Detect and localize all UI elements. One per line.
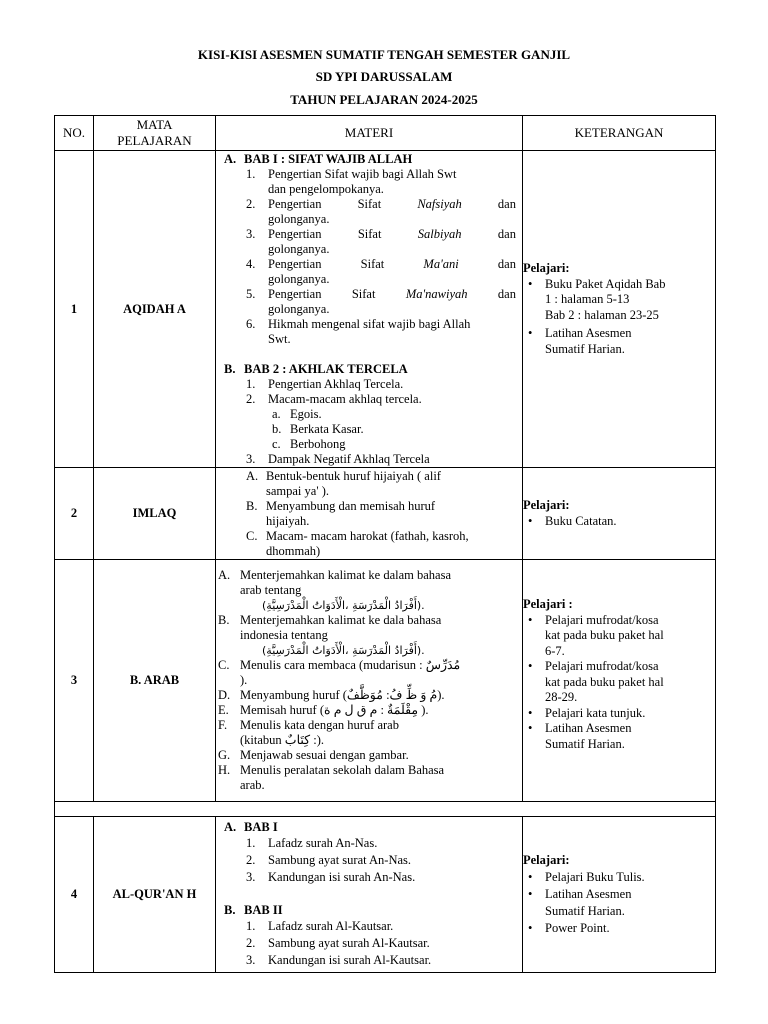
item-text: Dampak Negatif Akhlaq Tercela [268, 451, 430, 466]
bullet-item [523, 721, 715, 752]
keterangan-cell [523, 151, 716, 468]
item-text-line1: Macam- macam harokat (fathah, kasroh, [266, 528, 469, 543]
word: dan [497, 256, 516, 271]
item-number: 4. [246, 256, 256, 271]
bullet-item [523, 706, 715, 722]
section-title: BAB I : SIFAT WAJIB ALLAH [244, 151, 413, 166]
item-text-line2: dan pengelompokanya. [268, 181, 384, 196]
table-row [55, 468, 716, 560]
keterangan-cell [523, 468, 716, 560]
item-text-line1: Memisah huruf (مِقْلَمَةٌ : م ق ل م ة ). [240, 703, 429, 717]
item-text: Pengertian Akhlaq Tercela. [268, 376, 404, 391]
bullet-icon: • [528, 513, 533, 528]
bullet-icon: • [528, 276, 533, 291]
subject-name: AQIDAH A [94, 151, 216, 468]
list-item [216, 718, 522, 748]
item-text-line2: arab. [240, 778, 265, 792]
bullet-icon: • [528, 887, 533, 901]
word: Sifat [357, 226, 382, 241]
keterangan-label: Pelajari : [523, 597, 573, 611]
arabic-text: (أَفْرَادُ الْمَدْرَسَةِ ،الْأَدَوَاتُ الْمَدْرَسِيَّةِ). [262, 599, 425, 612]
bullet-item [523, 613, 715, 660]
list-item [216, 852, 522, 869]
header-mata-pelajaran [94, 116, 216, 151]
item-text-line1: Menterjemahkan kalimat ke dala bahasa [240, 613, 442, 627]
item-text-line2: indonesia tentang [240, 628, 328, 642]
item-text-line2: (kitabun كِتَابٌ :). [240, 733, 324, 747]
header-keterangan: KETERANGAN [523, 116, 716, 151]
academic-year: TAHUN PELAJARAN 2024-2025 [290, 92, 478, 107]
word: Sifat [351, 286, 376, 301]
list-item [216, 568, 522, 613]
row-number: 2 [55, 468, 94, 560]
section-title: BAB I [244, 820, 278, 834]
section-heading [216, 820, 522, 835]
section-letter: A. [224, 820, 237, 834]
item-text-line2: Swt. [268, 331, 291, 346]
item-number: 6. [246, 316, 256, 331]
row-number: 1 [55, 151, 94, 468]
section-title: BAB II [244, 903, 283, 917]
bullet-item [523, 277, 715, 324]
materi-cell [216, 817, 523, 973]
bullet-text-line2: Sumatif Harian. [545, 341, 625, 356]
row-number: 4 [55, 817, 94, 973]
list-item [216, 392, 522, 407]
item-letter: A. [218, 568, 231, 582]
item-letter: B. [246, 498, 258, 513]
section-heading [216, 152, 522, 167]
bullet-icon: • [528, 921, 533, 935]
word: Sifat [357, 196, 382, 211]
item-letter: C. [218, 658, 230, 672]
list-item [216, 452, 522, 467]
list-item [216, 658, 522, 688]
item-text: Kandungan isi surah An-Nas. [268, 870, 416, 884]
item-text: Macam-macam akhlaq tercela. [268, 391, 422, 406]
item-number: 1. [246, 836, 256, 850]
materi-cell [216, 560, 523, 802]
item-text-line1: Menyambung dan memisah huruf [266, 498, 436, 513]
bullet-icon: • [528, 870, 533, 884]
item-number: 3. [246, 451, 256, 466]
item-number: 3. [246, 870, 256, 884]
word: Pengertian [268, 256, 322, 271]
bullet-text: Power Point. [545, 921, 610, 935]
bullet-text-line3: Bab 2 : halaman 23-25 [545, 307, 659, 322]
item-text: Kandungan isi surah Al-Kautsar. [268, 953, 432, 967]
sub-list-item [216, 407, 522, 422]
kisi-kisi-table [54, 115, 716, 973]
item-number: 2. [246, 936, 256, 950]
row-number: 3 [55, 560, 94, 802]
arabic-text: (أَفْرَادُ الْمَدْرَسَةِ ،الْأَدَوَاتُ الْمَدْرَسِيَّةِ). [262, 644, 425, 657]
item-text-line1: Hikmah mengenal sifat wajib bagi Allah [268, 316, 471, 331]
item-letter: H. [218, 763, 231, 777]
item-text-line2: golonganya. [268, 241, 330, 256]
section-title: BAB 2 : AKHLAK TERCELA [244, 361, 408, 376]
item-text-line1: Menjawab sesuai dengan gambar. [240, 748, 409, 762]
sub-list-item [216, 437, 522, 452]
word: Pengertian [268, 226, 322, 241]
table-row [55, 560, 716, 802]
bullet-text-line1: Latihan Asesmen [545, 887, 632, 901]
list-item [216, 952, 522, 969]
item-letter: a. [272, 406, 281, 421]
item-text-line1: Menyambung huruf (مُ وَ ظِّ فُ: مُوَظَّفٌ). [240, 688, 445, 702]
sub-list-item [216, 422, 522, 437]
table-row [55, 817, 716, 973]
bullet-text-line1: Buku Paket Aqidah Bab [545, 276, 666, 291]
item-text: Lafadz surah An-Nas. [268, 836, 378, 850]
item-text: Berkata Kasar. [290, 421, 364, 436]
item-text: Berbohong [290, 436, 346, 451]
bullet-text-line2: kat pada buku paket hal [545, 674, 664, 689]
item-text-line1 [268, 257, 516, 272]
item-text-line1: Menulis kata dengan huruf arab [240, 718, 399, 732]
list-item [216, 469, 522, 499]
bullet-item [523, 886, 715, 920]
word: dan [497, 226, 516, 241]
table-header-row [55, 116, 716, 151]
item-text-line1: Pengertian Sifat wajib bagi Allah Swt [268, 166, 457, 181]
word: dan [497, 286, 516, 301]
bullet-text-line1: Latihan Asesmen [545, 326, 632, 340]
subject-name: IMLAQ [94, 468, 216, 560]
bullet-item [523, 659, 715, 706]
bullet-text: Buku Catatan. [545, 513, 617, 528]
keterangan-cell [523, 817, 716, 973]
bullet-item [523, 326, 715, 357]
list-item [216, 377, 522, 392]
item-text-line2: ). [240, 673, 248, 687]
word-italic: Nafsiyah [417, 196, 462, 211]
item-text-line1 [268, 287, 516, 302]
word-italic: Ma'ani [423, 256, 459, 271]
subject-name: AL-QUR'AN H [94, 817, 216, 973]
word-italic: Ma'nawiyah [405, 286, 468, 301]
item-number: 3. [246, 953, 256, 967]
item-text-line1: Bentuk-bentuk huruf hijaiyah ( alif [266, 468, 441, 483]
bullet-item [523, 869, 715, 886]
list-item [216, 227, 522, 257]
item-text-line2: golonganya. [268, 271, 330, 286]
header-mapel-line2: PELAJARAN [117, 133, 192, 148]
bullet-text-line3: 28-29. [545, 690, 578, 704]
item-text-line1: Menulis peralatan sekolah dalam Bahasa [240, 763, 445, 777]
bullet-item [523, 920, 715, 937]
item-number: 2. [246, 853, 256, 867]
bullet-icon: • [528, 612, 533, 627]
list-item [216, 613, 522, 658]
item-text-line2: golonganya. [268, 211, 330, 226]
item-text-line2: arab tentang [240, 583, 302, 597]
word: Pengertian [268, 286, 322, 301]
item-letter: D. [218, 688, 231, 702]
materi-cell [216, 151, 523, 468]
table-row [55, 151, 716, 468]
list-item [216, 703, 522, 718]
item-letter: c. [272, 436, 281, 451]
section-letter: A. [224, 151, 237, 166]
item-text-line2: dhommah) [266, 543, 321, 558]
list-item [216, 197, 522, 227]
item-number: 5. [246, 286, 256, 301]
item-number: 2. [246, 196, 256, 211]
item-text: Sambung ayat surat An-Nas. [268, 853, 412, 867]
list-item [216, 869, 522, 886]
item-text-line2: sampai ya' ). [266, 483, 329, 498]
item-text: Egois. [290, 406, 322, 421]
item-text-line2: hijaiyah. [266, 513, 310, 528]
bullet-text: Pelajari Buku Tulis. [545, 870, 645, 884]
item-letter: B. [218, 613, 230, 627]
keterangan-label: Pelajari: [523, 853, 570, 867]
bullet-text-line2: Sumatif Harian. [545, 736, 625, 751]
list-item [216, 835, 522, 852]
list-item [216, 763, 522, 793]
keterangan-label: Pelajari: [523, 498, 570, 512]
keterangan-label: Pelajari: [523, 261, 570, 275]
empty-row [55, 802, 716, 817]
list-item [216, 688, 522, 703]
list-item [216, 167, 522, 197]
item-letter: F. [218, 718, 228, 732]
bullet-text-line1: Pelajari mufrodat/kosa [545, 659, 659, 673]
bullet-text-line1: Latihan Asesmen [545, 721, 632, 735]
list-item [216, 499, 522, 529]
item-letter: G. [218, 748, 231, 762]
word: Pengertian [268, 196, 322, 211]
item-text-line1 [268, 197, 516, 212]
item-letter: E. [218, 703, 229, 717]
item-number: 2. [246, 391, 256, 406]
word: Sifat [360, 256, 385, 271]
bullet-text-line2: Sumatif Harian. [545, 904, 625, 918]
bullet-text-line1: Pelajari mufrodat/kosa [545, 612, 659, 627]
list-item [216, 918, 522, 935]
item-text-line2: golonganya. [268, 301, 330, 316]
header-mapel-line1: MATA [136, 117, 173, 132]
item-number: 1. [246, 919, 256, 933]
item-text-line1 [268, 227, 516, 242]
school-name: SD YPI DARUSSALAM [315, 69, 453, 84]
header-materi: MATERI [216, 116, 523, 151]
bullet-icon: • [528, 659, 533, 673]
bullet-text-line3: 6-7. [545, 643, 565, 658]
item-number: 1. [246, 376, 256, 391]
item-number: 1. [246, 166, 256, 181]
list-item [216, 935, 522, 952]
bullet-text-line2: kat pada buku paket hal [545, 628, 664, 642]
item-text: Sambung ayat surah Al-Kautsar. [268, 936, 430, 950]
bullet-text: Pelajari kata tunjuk. [545, 705, 646, 720]
item-text: Lafadz surah Al-Kautsar. [268, 919, 394, 933]
subject-name: B. ARAB [94, 560, 216, 802]
word-italic: Salbiyah [417, 226, 462, 241]
list-item [216, 748, 522, 763]
list-item [216, 257, 522, 287]
bullet-icon: • [528, 705, 533, 720]
list-item [216, 287, 522, 317]
item-number: 3. [246, 226, 256, 241]
empty-cell [55, 802, 716, 817]
bullet-item [523, 514, 715, 530]
keterangan-cell [523, 560, 716, 802]
item-text-line1: Menterjemahkan kalimat ke dalam bahasa [240, 568, 452, 582]
item-letter: b. [272, 421, 282, 436]
section-letter: B. [224, 903, 236, 917]
item-text-line1: Menulis cara membaca (mudarisun : مُدَرِّسٌ [240, 658, 461, 672]
bullet-icon: • [528, 721, 533, 735]
bullet-text-line2: 1 : halaman 5-13 [545, 292, 630, 306]
word: dan [497, 196, 516, 211]
section-letter: B. [224, 361, 236, 376]
item-letter: A. [246, 468, 259, 483]
list-item [216, 317, 522, 347]
list-item [216, 529, 522, 559]
section-heading [216, 362, 522, 377]
bullet-icon: • [528, 326, 533, 340]
section-heading [216, 903, 522, 918]
materi-cell [216, 468, 523, 560]
header-no: NO. [55, 116, 94, 151]
item-letter: C. [246, 528, 258, 543]
document-title: KISI-KISI ASESMEN SUMATIF TENGAH SEMESTER GANJIL [197, 47, 571, 62]
